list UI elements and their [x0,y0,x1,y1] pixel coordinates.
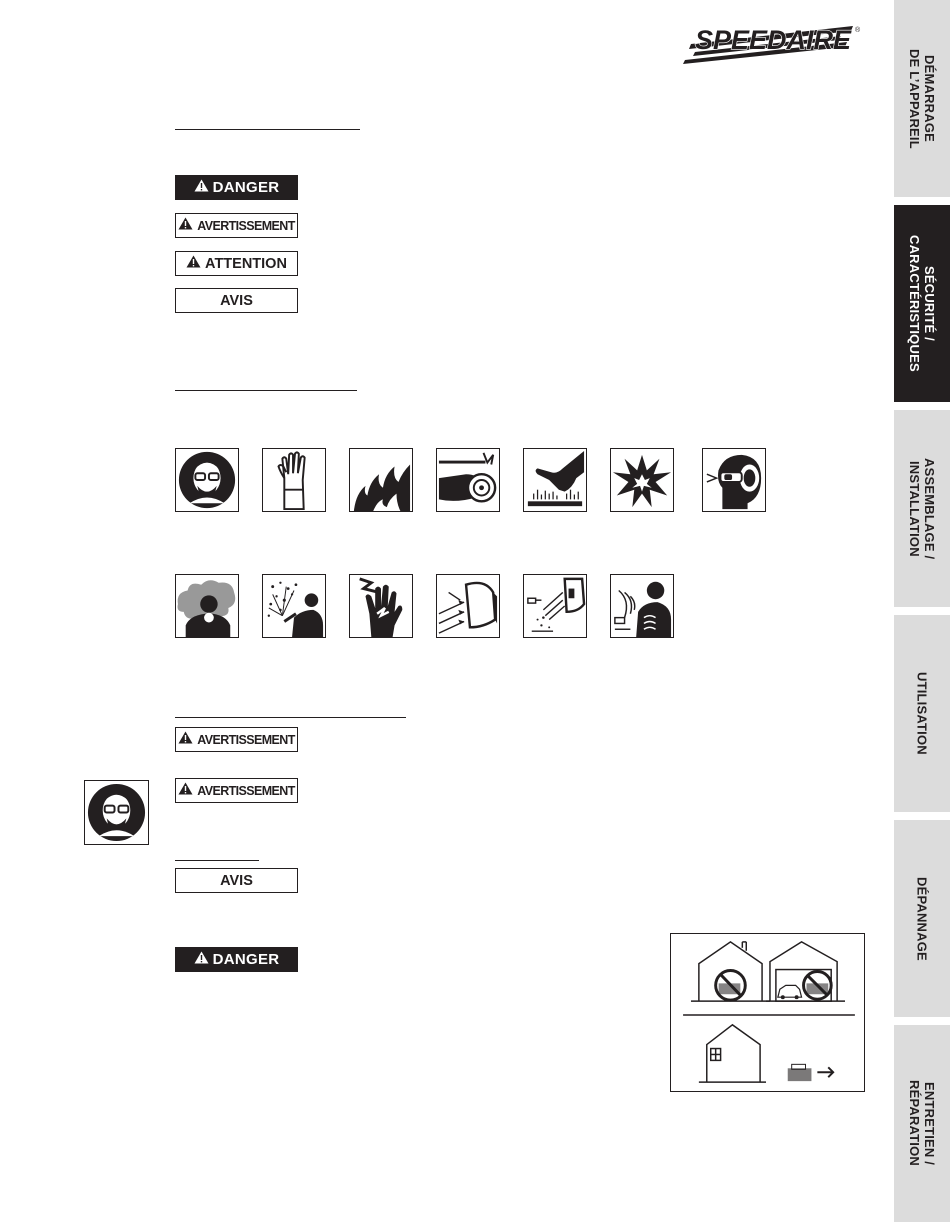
attention-label [175,251,298,276]
signal-word: DANGER [212,179,280,196]
speedaire-logo [683,22,861,64]
warning-triangle-icon [178,217,193,235]
logo-wordmark: SPEEDAIRE [694,25,852,55]
signal-word: AVIS [220,292,253,309]
eye-ear-protection-icon [702,448,766,512]
tab-assemblage[interactable] [894,410,950,607]
signal-word: AVERTISSEMENT [197,783,295,798]
signal-word: AVERTISSEMENT [197,732,295,747]
warning-triangle-icon [194,951,209,968]
respirator-icon [84,780,149,845]
avis-label [175,288,298,313]
tab-label: SÉCURITÉ / CARACTÉRISTIQUES [907,235,937,372]
warning-triangle-icon [186,255,201,273]
tab-label: DÉMARRAGE DE L’APPAREIL [907,48,937,149]
section-heading-rule [175,390,357,391]
tab-label: ENTRETIEN / RÉPARATION [907,1080,937,1167]
tab-label: UTILISATION [914,672,930,755]
tab-demarrage[interactable] [894,0,950,197]
danger-label [175,947,298,972]
signal-word: DANGER [212,951,280,968]
tab-utilisation[interactable] [894,615,950,812]
house-icon [699,1025,766,1082]
warning-triangle-icon [178,731,193,749]
arrow-right-icon [817,1067,833,1077]
warning-triangle-icon [194,179,209,196]
flying-debris-icon [262,574,326,638]
tab-label: ASSEMBLAGE / INSTALLATION [907,457,937,560]
respirator-icon [175,448,239,512]
face-shield-icon [436,574,500,638]
noise-hazard-icon [610,574,674,638]
explosion-icon [610,448,674,512]
glove-icon [262,448,326,512]
tab-entretien[interactable] [894,1025,950,1222]
generator-icon [788,1068,812,1081]
section-heading-rule [175,717,406,718]
tab-securite[interactable] [894,205,950,402]
signal-word: AVIS [220,872,253,889]
section-heading-rule [175,860,259,861]
car-icon [778,985,802,997]
avis-label [175,868,298,893]
danger-label [175,175,298,200]
electric-shock-icon [349,574,413,638]
tab-label: DÉPANNAGE [914,876,930,961]
generator-placement-illustration [670,933,865,1092]
warning-triangle-icon [178,782,193,800]
section-heading-rule [175,129,360,130]
avertissement-label [175,727,298,752]
fire-icon [349,448,413,512]
avertissement-label [175,213,298,238]
hot-surface-icon [523,448,587,512]
signal-word: ATTENTION [205,255,287,272]
tab-depannage[interactable] [894,820,950,1017]
entanglement-icon [436,448,500,512]
toxic-fumes-icon [175,574,239,638]
registered-mark: ® [855,27,861,34]
avertissement-label [175,778,298,803]
welding-spark-icon [523,574,587,638]
signal-word: AVERTISSEMENT [197,218,295,233]
